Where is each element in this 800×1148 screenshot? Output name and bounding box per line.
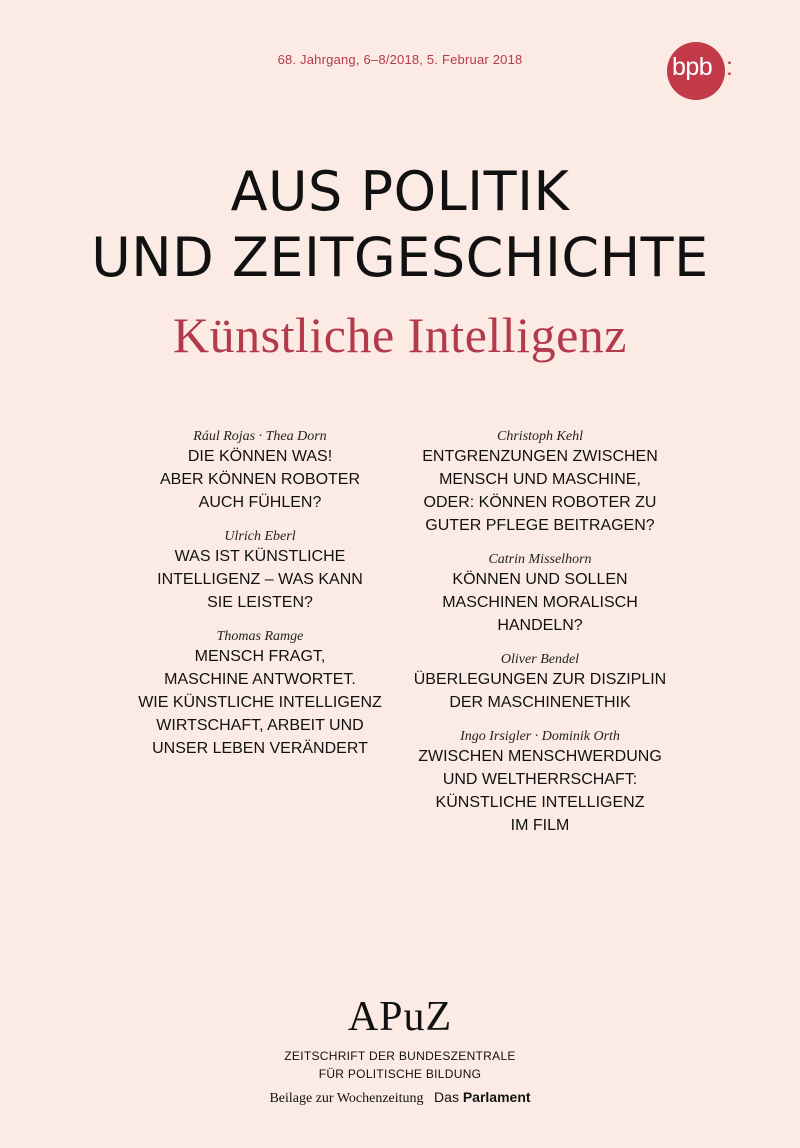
article-title: ZWISCHEN MENSCHWERDUNG UND WELTHERRSCHAFT: KÜNSTLICHE INTELLIGENZ IM FILM — [418, 748, 662, 834]
supplement-text: Beilage zur Wochenzeitung — [269, 1091, 424, 1106]
article-authors: Oliver Bendel — [500, 652, 580, 667]
article-entry — [395, 551, 685, 637]
article-title: DIE KÖNNEN WAS! ABER KÖNNEN ROBOTER AUCH FÜHLEN? — [159, 448, 361, 511]
article-authors: Ingo Irsigler · Dominik Orth — [460, 729, 620, 744]
article-title: WAS IST KÜNSTLICHE INTELLIGENZ – WAS KANN SIE LEISTEN? — [157, 548, 363, 611]
article-authors: Thomas Ramge — [216, 629, 304, 644]
article-authors: Ulrich Eberl — [224, 529, 296, 544]
articles-left-column — [115, 428, 405, 774]
bpb-logo-text: bpb — [672, 53, 713, 81]
article-entry — [395, 428, 685, 537]
apuz-logo: APuZ — [347, 994, 453, 1040]
masthead-line-1: AUS POLITIK — [230, 160, 570, 223]
article-authors: Catrin Misselhorn — [488, 552, 592, 567]
article-title: ENTGRENZUNGEN ZWISCHEN MENSCH UND MASCHINE, ODER: KÖNNEN ROBOTER ZU GUTER PFLEGE BEITRAGEN? — [422, 448, 658, 534]
publisher-line-2: FÜR POLITISCHE BILDUNG — [318, 1067, 482, 1081]
article-entry — [115, 528, 405, 614]
supplement-line — [0, 1089, 800, 1107]
article-authors: Christoph Kehl — [497, 429, 583, 444]
article-title: ÜBERLEGUNGEN ZUR DISZIPLIN DER MASCHINENETHIK — [413, 671, 667, 711]
issue-theme: Künstliche Intelligenz — [173, 307, 627, 363]
publisher-line-1: ZEITSCHRIFT DER BUNDESZENTRALE — [284, 1049, 516, 1063]
article-title: KÖNNEN UND SOLLEN MASCHINEN MORALISCH HANDELN? — [442, 571, 638, 634]
article-entry — [395, 651, 685, 714]
bpb-logo-colon: : — [726, 53, 733, 81]
masthead-line-2: UND ZEITGESCHICHTE — [91, 226, 709, 289]
das-parlament-logo: Das Parlament — [434, 1089, 531, 1105]
article-entry — [395, 728, 685, 837]
article-title: MENSCH FRAGT, MASCHINE ANTWORTET. WIE KÜNSTLICHE INTELLIGENZ WIRTSCHAFT, ARBEIT UND UNSER LEBEN VERÄNDERT — [138, 648, 382, 757]
article-authors: Rául Rojas · Thea Dorn — [193, 429, 327, 444]
issue-line: 68. Jahrgang, 6–8/2018, 5. Februar 2018 — [277, 52, 523, 67]
article-entry — [115, 428, 405, 514]
article-entry — [115, 628, 405, 760]
articles-right-column — [395, 428, 685, 851]
